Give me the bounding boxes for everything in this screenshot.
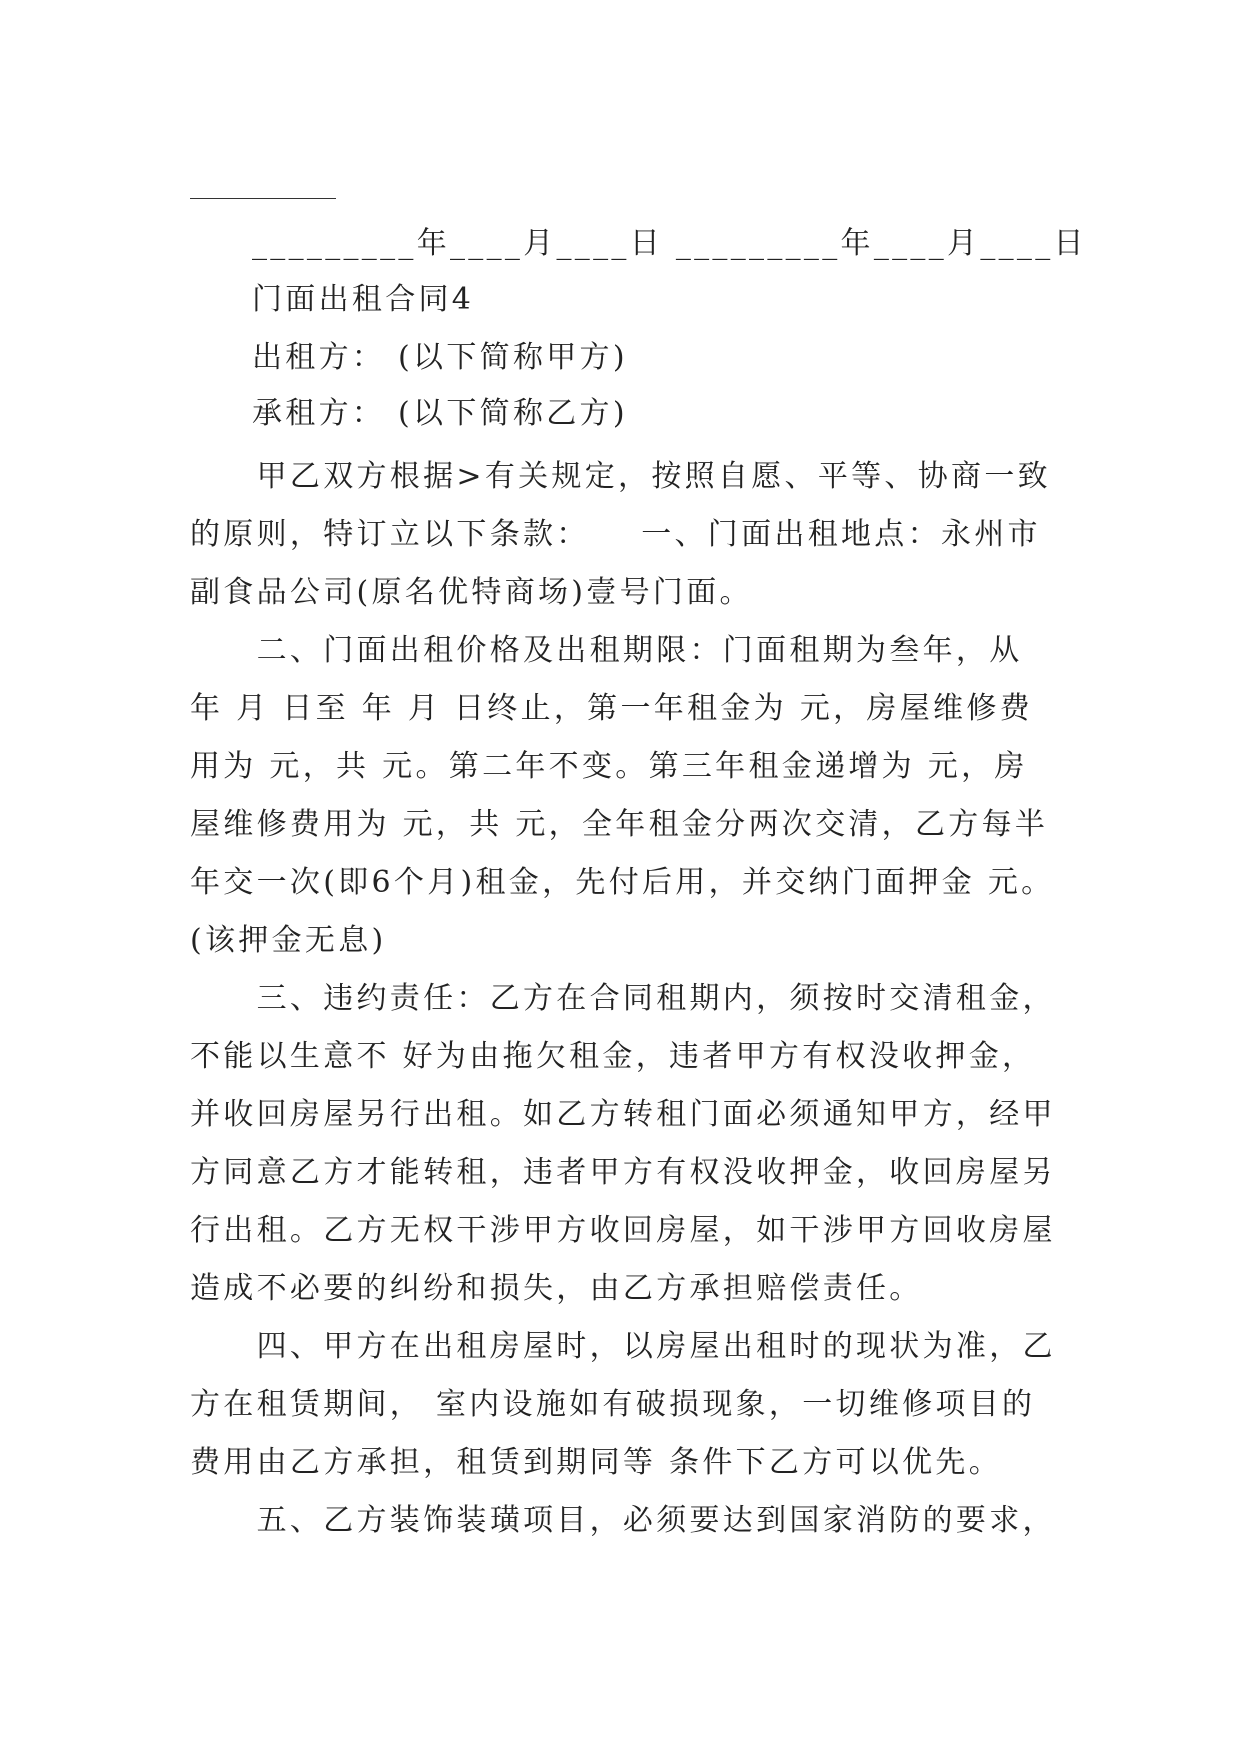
body-line: 并收回房屋另行出租。如乙方转租门面必须通知甲方，经甲 <box>190 1097 1056 1132</box>
body-line: 年 月 日至 年 月 日终止，第一年租金为 元，房屋维修费 <box>190 691 1033 726</box>
body-line: 二、门面出租价格及出租期限：门面租期为叁年，从 <box>190 633 1023 668</box>
body-line: 屋维修费用为 元，共 元，全年租金分两次交清，乙方每半 <box>190 807 1049 842</box>
body-line: 费用由乙方承担，租赁到期同等 条件下乙方可以优先。 <box>190 1445 1003 1480</box>
body-line: 五、乙方装饰装璜项目，必须要达到国家消防的要求， <box>190 1503 1056 1538</box>
body-line: 四、甲方在出租房屋时，以房屋出租时的现状为准，乙 <box>190 1329 1056 1364</box>
body-line: 不能以生意不 好为由拖欠租金，违者甲方有权没收押金， <box>190 1039 1036 1074</box>
body-line: 用为 元，共 元。第二年不变。第三年租金递增为 元，房 <box>190 749 1028 784</box>
body-line: 造成不必要的纠纷和损失，由乙方承担赔偿责任。 <box>190 1271 923 1306</box>
body-line: 方同意乙方才能转租，违者甲方有权没收押金，收回房屋另 <box>190 1155 1056 1190</box>
date-line: _________年____月____日 _________年____月____日 <box>252 226 1087 261</box>
body-line: 副食品公司(原名优特商场)壹号门面。 <box>190 575 753 610</box>
contract-body <box>190 448 1070 1550</box>
body-line: 行出租。乙方无权干涉甲方收回房屋，如干涉甲方回收房屋 <box>190 1213 1056 1248</box>
body-line: 甲乙双方根据>有关规定，按照自愿、平等、协商一致 <box>190 459 1051 494</box>
lessor-line: 出租方： (以下简称甲方) <box>252 340 628 375</box>
signature-underline <box>190 198 336 199</box>
document-title: 门面出租合同4 <box>252 282 475 317</box>
body-line: 方在租赁期间， 室内设施如有破损现象，一切维修项目的 <box>190 1387 1036 1422</box>
lessee-line: 承租方： (以下简称乙方) <box>252 396 628 431</box>
body-line: 年交一次(即6个月)租金，先付后用，并交纳门面押金 元。 <box>190 865 1055 900</box>
body-line: 的原则，特订立以下条款： 一、门面出租地点：永州市 <box>190 517 1041 552</box>
body-line: (该押金无息) <box>190 923 387 958</box>
body-line: 三、违约责任：乙方在合同租期内，须按时交清租金， <box>190 981 1056 1016</box>
